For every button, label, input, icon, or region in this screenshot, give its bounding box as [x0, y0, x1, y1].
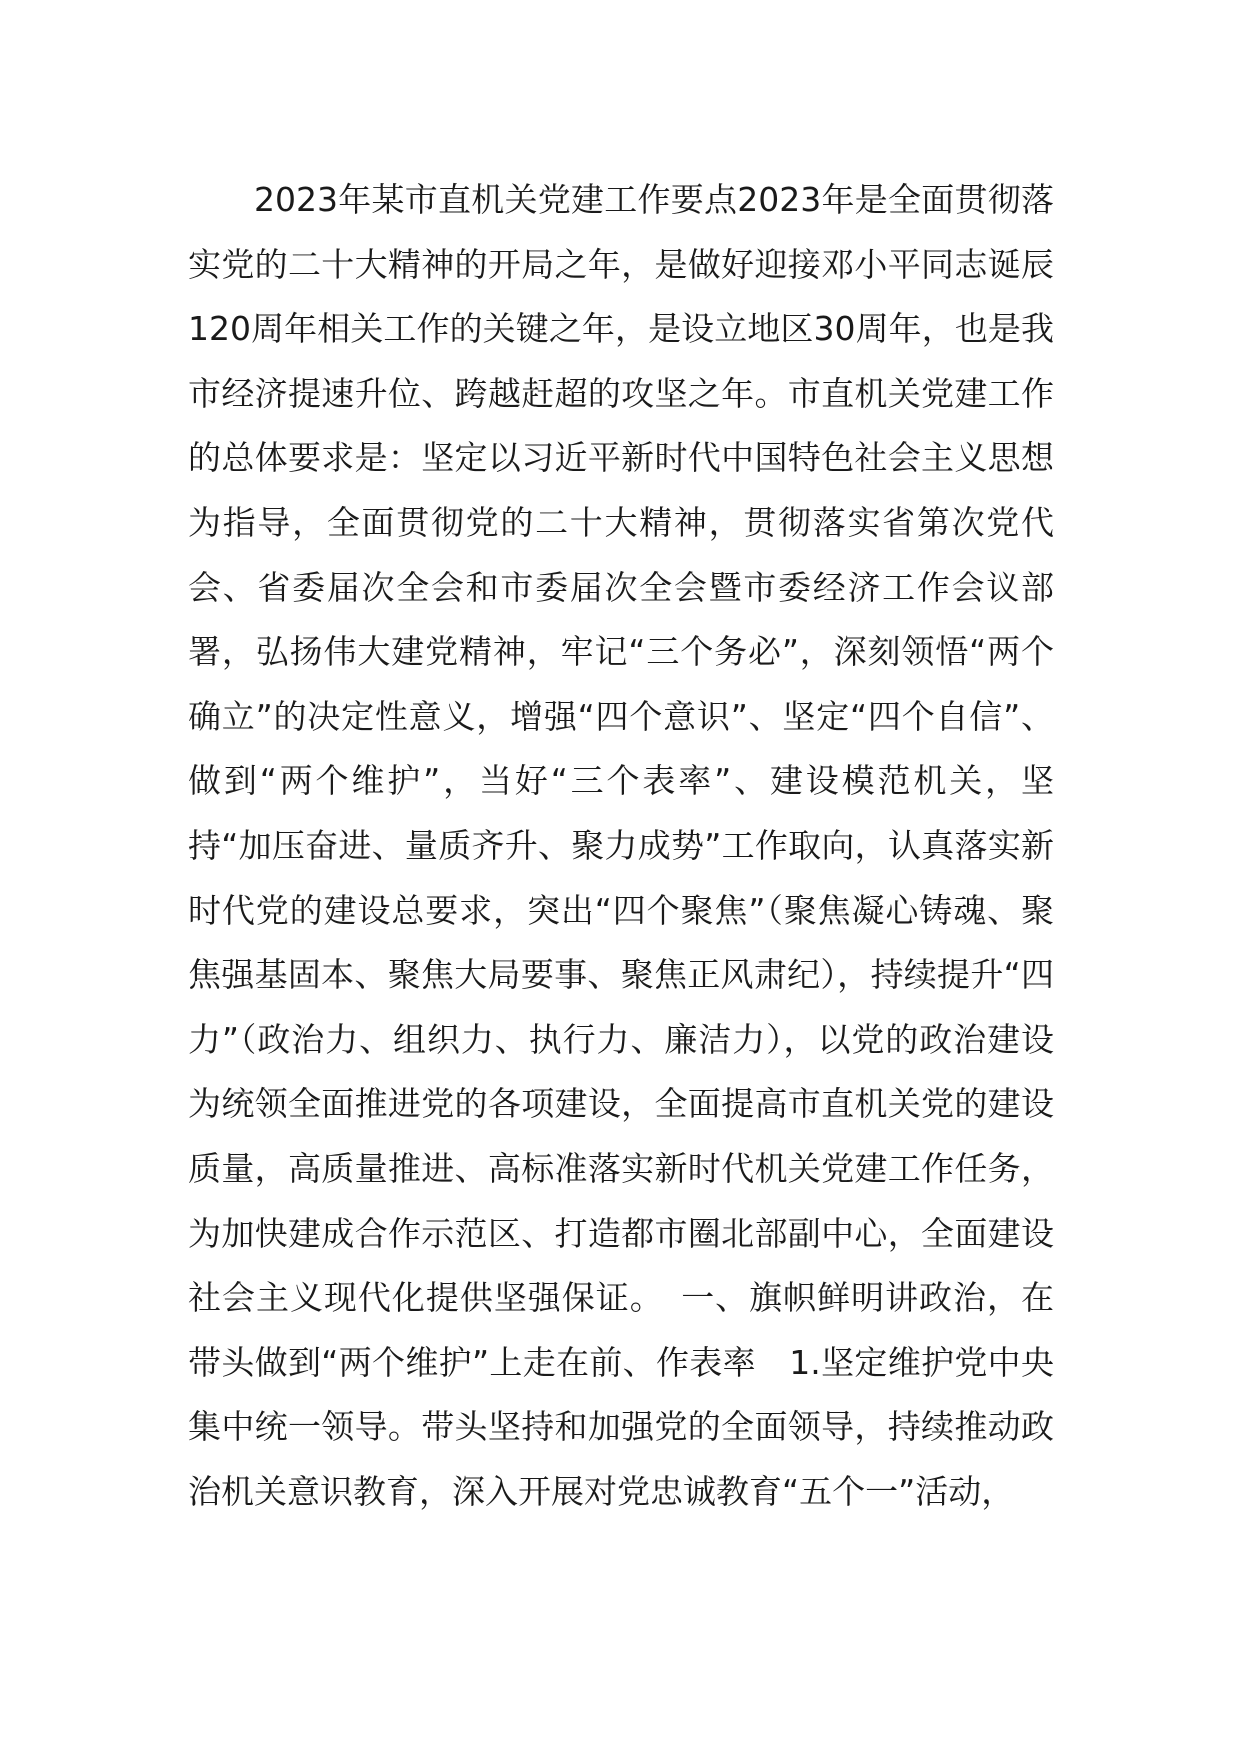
body-paragraph: 2023年某市直机关党建工作要点2023年是全面贯彻落实党的二十大精神的开局之年，是做好迎接邓小平同志诞辰120周年相关工作的关键之年，是设立地区30周年，也是我市经济提速升位、跨越赶超的攻坚之年。市直机关党建工作的总体要求是：坚定以习近平新时代中国特色社会主义思想为指导，全面贯彻党的二十大精神，贯彻落实省第次党代会、省委届次全会和市委届次全会暨市委经济工作会议部署，弘扬伟大建党精神，牢记“三个务必”，深刻领悟“两个确立”的决定性意义，增强“四个意识”、坚定“四个自信”、做到“两个维护”，当好“三个表率”、建设模范机关，坚持“加压奋进、量质齐升、聚力成势”工作取向，认真落实新时代党的建设总要求，突出“四个聚焦”（聚焦凝心铸魂、聚焦强基固本、聚焦大局要事、聚焦正风肃纪），持续提升“四力”（政治力、组织力、执行力、廉洁力），以党的政治建设为统领全面推进党的各项建设，全面提高市直机关党的建设质量，高质量推进、高标准落实新时代机关党建工作任务，为加快建成合作示范区、打造都市圈北部副中心，全面建设社会主义现代化提供坚强保证。 一、旗帜鲜明讲政治，在带头做到“两个维护”上走在前、作表率 1.坚定维护党中央集中统一领导。带头坚持和加强党的全面领导，持续推动政治机关意识教育，深入开展对党忠诚教育“五个一”活动， — [188, 180, 1054, 1511]
